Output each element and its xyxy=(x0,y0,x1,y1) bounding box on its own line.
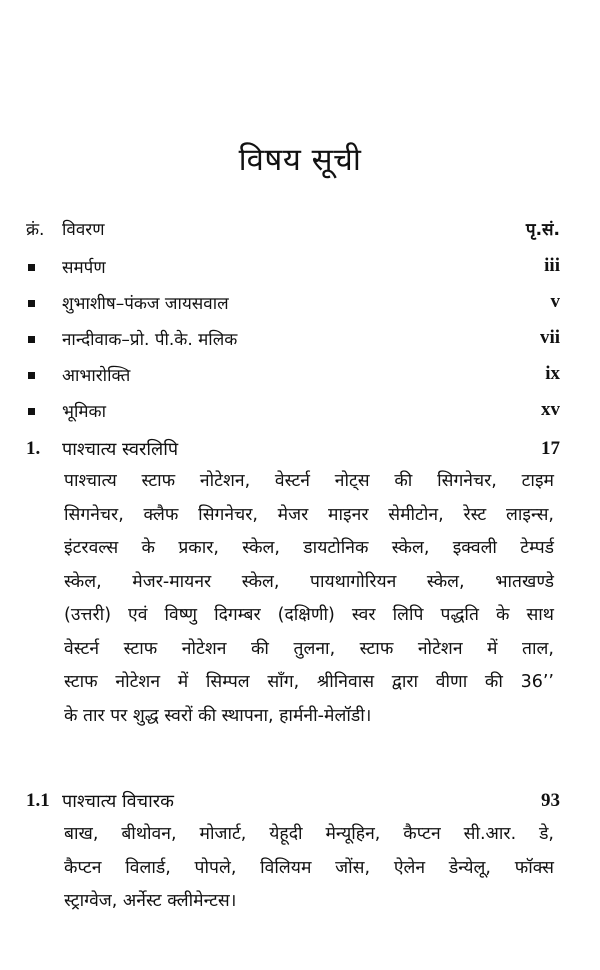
bullet-icon xyxy=(26,255,62,277)
entry-page: vii xyxy=(539,327,560,348)
toc-entry[interactable] xyxy=(26,251,560,281)
chapter-title: पाश्चात्य विचारक xyxy=(62,791,174,812)
entry-page: xv xyxy=(541,399,560,420)
toc-entry[interactable] xyxy=(26,359,560,389)
bullet-icon xyxy=(26,399,62,421)
bullet-icon xyxy=(26,327,62,349)
description-line: पाश्चात्य स्टाफ नोटेशन, वेस्टर्न नोट्स की सिगनेचर, टाइम xyxy=(64,471,554,491)
chapter-description xyxy=(64,465,554,733)
bullet-icon xyxy=(26,291,62,313)
description-line: बाख, बीथोवन, मोजार्ट, येहूदी मेन्यूहिन, कैप्टन सी.आर. डे, xyxy=(64,824,554,844)
chapter-description xyxy=(64,818,554,919)
toc-header-row xyxy=(26,213,560,243)
page-title: विषय सूची xyxy=(238,142,362,178)
chapter-page: 93 xyxy=(541,790,560,811)
toc-chapter-row[interactable] xyxy=(26,434,560,464)
chapter-number: 1.1 xyxy=(26,790,50,811)
page-number-header: पृ.सं. xyxy=(525,219,560,240)
toc-chapter-row[interactable] xyxy=(26,786,560,816)
entry-title: आभारोक्ति xyxy=(62,365,131,386)
entry-page: iii xyxy=(544,255,560,276)
description-line: स्ट्राग्वेज, अर्नेस्ट क्लीमेन्टस। xyxy=(64,891,237,911)
description-line: स्टाफ नोटेशन में सिम्पल साँग, श्रीनिवास द्वारा वीणा की 36’’ xyxy=(64,672,554,692)
bullet-icon xyxy=(26,363,62,385)
description-header: विवरण xyxy=(62,219,105,240)
toc-entry[interactable] xyxy=(26,323,560,353)
entry-page: ix xyxy=(545,363,560,384)
serial-number-header: क्रं. xyxy=(26,219,45,240)
entry-title: समर्पण xyxy=(62,257,106,278)
entry-title: शुभाशीष–पंकज जायसवाल xyxy=(62,293,229,314)
entry-title: नान्दीवाक–प्रो. पी.के. मलिक xyxy=(62,329,238,350)
chapter-title: पाश्चात्य स्वरलिपि xyxy=(62,439,179,460)
chapter-number: 1. xyxy=(26,438,41,459)
entry-page: v xyxy=(550,291,560,312)
description-line: इंटरवल्स के प्रकार, स्केल, डायटोनिक स्केल, इक्वली टेम्पर्ड xyxy=(64,538,554,558)
chapter-page: 17 xyxy=(541,438,560,459)
description-line: के तार पर शुद्ध स्वरों की स्थापना, हार्मनी-मेलॉडी। xyxy=(64,705,372,726)
description-line: (उत्तरी) एवं विष्णु दिगम्बर (दक्षिणी) स्वर लिपि पद्धति के साथ xyxy=(64,605,554,625)
description-line: सिगनेचर, क्लैफ सिगनेचर, मेजर माइनर सेमीटोन, रेस्ट लाइन्स, xyxy=(64,504,554,525)
toc-entry[interactable] xyxy=(26,395,560,425)
toc-entry[interactable] xyxy=(26,287,560,317)
description-line: कैप्टन विलार्ड, पोपले, विलियम जोंस, ऐलेन डेन्येलू, फॉक्स xyxy=(64,857,554,878)
entry-title: भूमिका xyxy=(62,401,106,422)
description-line: वेस्टर्न स्टाफ नोटेशन की तुलना, स्टाफ नोटेशन में ताल, xyxy=(64,638,554,659)
description-line: स्केल, मेजर-मायनर स्केल, पायथागोरियन स्केल, भातखण्डे xyxy=(64,571,554,592)
